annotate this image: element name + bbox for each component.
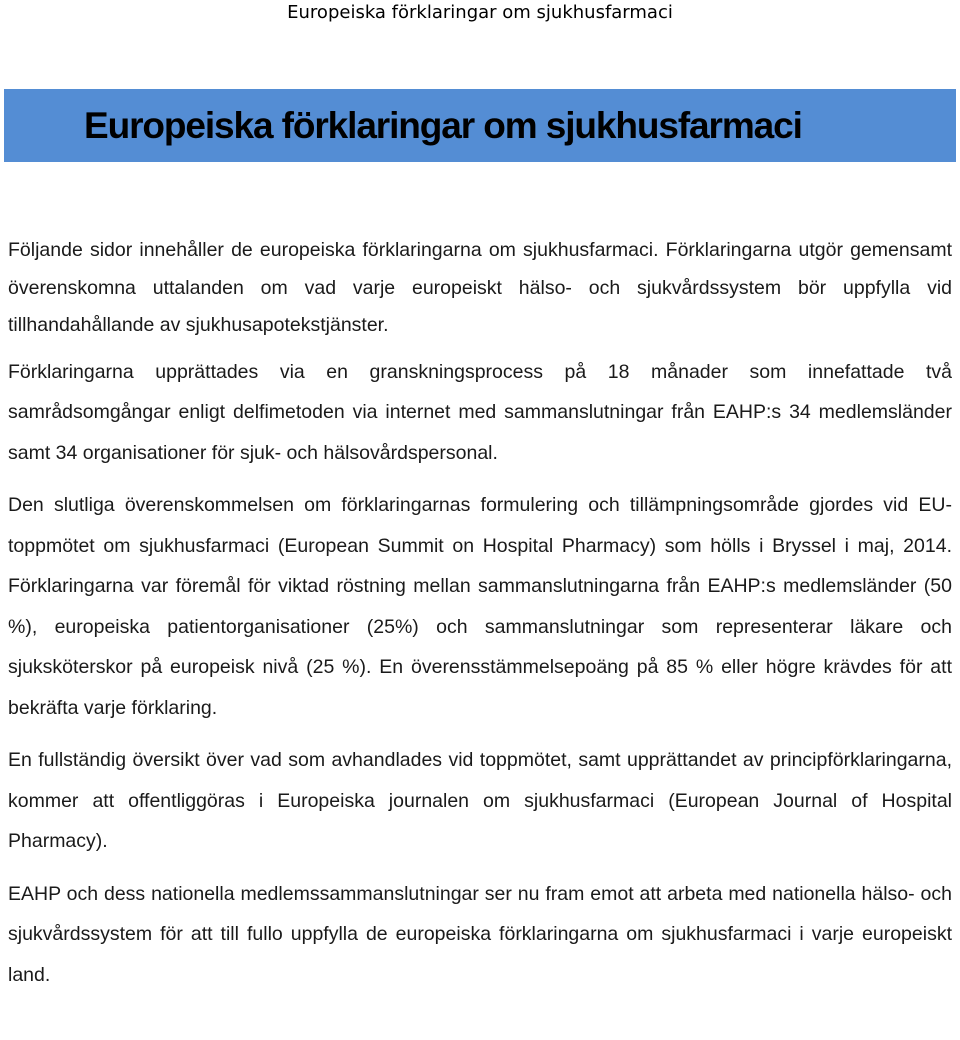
publication-paragraph: En fullständig översikt över vad som avhandlades vid toppmötet, samt upprättandet av principförklaringarna, kommer att offentliggöras i Europeiska journalen om sjukhusfarmaci (European Journal of Hospital Pharmacy).: [8, 749, 952, 852]
document-body: [8, 232, 952, 995]
process-paragraph: Förklaringarna upprättades via en granskningsprocess på 18 månader som innefattade två samrådsomgångar enligt delfimetoden via internet med sammanslutningar från EAHP:s 34 medlemsländer samt 34 organisationer för sjuk- och hälsovårdspersonal.: [8, 360, 952, 464]
running-header: Europeiska förklaringar om sjukhusfarmaci: [287, 2, 673, 23]
document-title: Europeiska förklaringar om sjukhusfarmaci: [84, 104, 802, 146]
closing-paragraph: EAHP och dess nationella medlemssammanslutningar ser nu fram emot att arbeta med nationella hälso- och sjukvårdssystem för att till fullo uppfylla de europeiska förklaringarna om sjukhusfarmaci i varje europeiskt land.: [8, 882, 952, 986]
title-banner: [4, 89, 956, 162]
summit-paragraph: Den slutliga överenskommelsen om förklaringarnas formulering och tillämpningsområde gjordes vid EU-toppmötet om sjukhusfarmaci (European Summit on Hospital Pharmacy) som hölls i Bryssel i maj, 2014. Förklaringarna var föremål för viktad röstning mellan sammanslutningarna från EAHP:s medlemsländer (50 %), europeiska patientorganisationer (25%) och sammanslutningar som representerar läkare och sjuksköterskor på europeisk nivå (25 %). En överensstämmelsepoäng på 85 % eller högre krävdes för att bekräfta varje förklaring.: [8, 494, 952, 719]
intro-paragraph: Följande sidor innehåller de europeiska förklaringarna om sjukhusfarmaci. Förklaringarna utgör gemensamt överenskomna uttalanden om vad varje europeiskt hälso- och sjukvårdssystem bör uppfylla vid tillhandahållande av sjukhusapotekstjänster.: [8, 239, 952, 336]
